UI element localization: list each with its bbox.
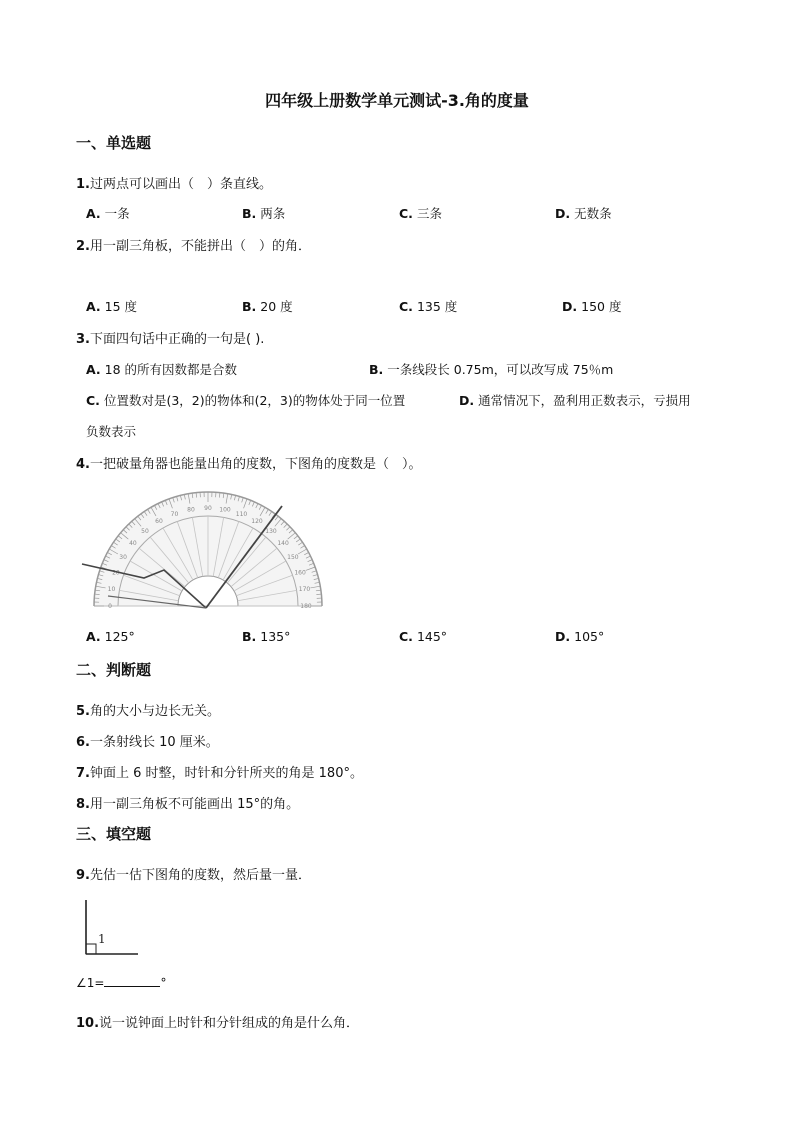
q2-option-a[interactable] <box>86 297 137 315</box>
option-text: 150 度 <box>581 299 622 314</box>
protractor-tick-label: 130 <box>265 527 277 535</box>
question-text: 用一副三角板，不能拼出（ ）的角． <box>89 239 311 254</box>
option-text: 两条 <box>260 206 286 221</box>
question-number: 6. <box>76 735 90 750</box>
page-title: 四年级上册数学单元测试-3.角的度量 <box>265 91 529 110</box>
question-8 <box>76 793 299 812</box>
protractor-tick-label: 50 <box>141 527 149 535</box>
option-label: A. <box>86 299 101 314</box>
option-text: 18 的所有因数都是合数 <box>104 362 238 377</box>
protractor-tick-label: 180 <box>300 603 312 610</box>
option-text: 135° <box>260 629 291 644</box>
option-label: B. <box>242 299 257 314</box>
option-label: B. <box>242 206 257 221</box>
question-number: 3. <box>76 332 90 347</box>
option-text: 位置数对是(3，2)的物体和(2，3)的物体处于同一位置 <box>103 393 406 408</box>
option-text: 105° <box>574 629 605 644</box>
question-number: 10. <box>76 1016 100 1031</box>
question-text: 一把破量角器也能量出角的度数，下图角的度数是（ ）。 <box>89 457 422 472</box>
q3-option-b[interactable] <box>369 360 613 378</box>
question-7 <box>76 762 363 781</box>
q2-option-c[interactable] <box>399 297 457 315</box>
protractor-tick-label: 110 <box>235 510 248 518</box>
option-text: 135 度 <box>416 299 458 314</box>
option-text: 15 度 <box>104 299 138 314</box>
protractor-tick-label: 120 <box>251 518 263 526</box>
broken-protractor-figure <box>78 478 338 618</box>
option-text: 通常情况下，盈利用正数表示，亏损用 <box>478 393 691 408</box>
option-label: D. <box>562 299 578 314</box>
angle-label: 1 <box>98 932 106 946</box>
option-label: C. <box>86 393 100 408</box>
option-label: A. <box>86 206 101 221</box>
option-label: B. <box>242 629 257 644</box>
q3-option-d-continued: 负数表示 <box>86 424 137 439</box>
option-text: 20 度 <box>260 299 293 314</box>
question-number: 1. <box>76 177 90 192</box>
protractor-tick-label: 160 <box>294 569 306 577</box>
q4-option-a[interactable] <box>86 629 135 644</box>
q1-option-c[interactable] <box>399 204 442 222</box>
answer-prefix: ∠1= <box>76 976 105 990</box>
question-text: 说一说钟面上时针和分针组成的角是什么角． <box>99 1016 360 1031</box>
option-label: C. <box>399 206 413 221</box>
protractor-tick-label: 20 <box>112 569 120 577</box>
q9-answer-line <box>76 974 166 990</box>
right-angle-mark <box>86 944 96 954</box>
q2-option-d[interactable] <box>562 297 621 315</box>
option-text: 三条 <box>416 206 442 221</box>
degree-suffix: ° <box>160 976 167 990</box>
protractor-tick-label: 0 <box>108 603 112 610</box>
question-1 <box>76 173 272 192</box>
option-text: 145° <box>416 629 448 644</box>
option-label: B. <box>369 362 384 377</box>
q1-option-a[interactable] <box>86 204 130 222</box>
protractor-tick-label: 90 <box>204 505 212 512</box>
option-label: A. <box>86 362 101 377</box>
question-3 <box>76 328 264 347</box>
option-text: 一条 <box>104 206 130 221</box>
option-label: D. <box>555 206 571 221</box>
protractor-tick-label: 40 <box>129 540 137 548</box>
question-number: 8. <box>76 797 90 812</box>
question-text: 过两点可以画出（ ）条直线。 <box>89 177 272 192</box>
question-text: 一条射线长 10 厘米。 <box>89 735 219 750</box>
q4-option-c[interactable] <box>399 629 447 644</box>
section-heading-true-false: 二、判断题 <box>76 661 152 679</box>
question-text: 角的大小与边长无关。 <box>89 704 220 719</box>
question-number: 4. <box>76 457 90 472</box>
section-heading-fill-blank: 三、填空题 <box>76 825 152 843</box>
right-angle-figure <box>80 896 144 960</box>
q1-option-d[interactable] <box>555 204 612 222</box>
q1-option-b[interactable] <box>242 204 285 222</box>
option-label: C. <box>399 629 413 644</box>
question-text: 钟面上 6 时整，时针和分针所夹的角是 180°。 <box>89 766 363 781</box>
question-2 <box>76 235 311 254</box>
question-10 <box>76 1012 359 1031</box>
answer-blank[interactable] <box>104 974 160 987</box>
option-text: 一条线段长 0.75m，可以改写成 75％m <box>387 362 614 377</box>
q4-option-d[interactable] <box>555 629 604 644</box>
question-text: 先估一估下图角的度数，然后量一量． <box>89 868 311 883</box>
question-number: 7. <box>76 766 90 781</box>
option-label: C. <box>399 299 413 314</box>
question-9 <box>76 864 311 883</box>
question-text: 用一副三角板不可能画出 15°的角。 <box>89 797 300 812</box>
protractor-tick-label: 60 <box>155 518 163 526</box>
protractor-tick-label: 30 <box>119 554 127 561</box>
protractor-tick-label: 70 <box>170 510 179 518</box>
protractor-tick-label: 150 <box>287 554 299 561</box>
q3-option-a[interactable] <box>86 360 237 378</box>
protractor-tick-label: 80 <box>187 506 195 514</box>
question-number: 9. <box>76 868 90 883</box>
q2-option-b[interactable] <box>242 297 293 315</box>
option-text: 无数条 <box>574 206 612 221</box>
protractor-tick-label: 140 <box>277 540 289 548</box>
question-6 <box>76 731 219 750</box>
question-4 <box>76 453 422 472</box>
q3-option-d[interactable] <box>459 391 691 409</box>
question-text: 下面四句话中正确的一句是( ). <box>89 332 265 347</box>
question-number: 2. <box>76 239 90 254</box>
protractor-tick-label: 170 <box>298 585 311 593</box>
protractor <box>94 492 322 610</box>
section-heading-single-choice: 一、单选题 <box>76 134 152 152</box>
protractor-tick-label: 100 <box>219 506 231 514</box>
option-label: D. <box>555 629 571 644</box>
option-label: A. <box>86 629 101 644</box>
question-number: 5. <box>76 704 90 719</box>
q4-option-b[interactable] <box>242 629 290 644</box>
q3-option-c[interactable] <box>86 391 405 409</box>
protractor-tick-label: 10 <box>107 585 116 593</box>
question-5 <box>76 700 220 719</box>
option-label: D. <box>459 393 475 408</box>
option-text: 125° <box>104 629 135 644</box>
